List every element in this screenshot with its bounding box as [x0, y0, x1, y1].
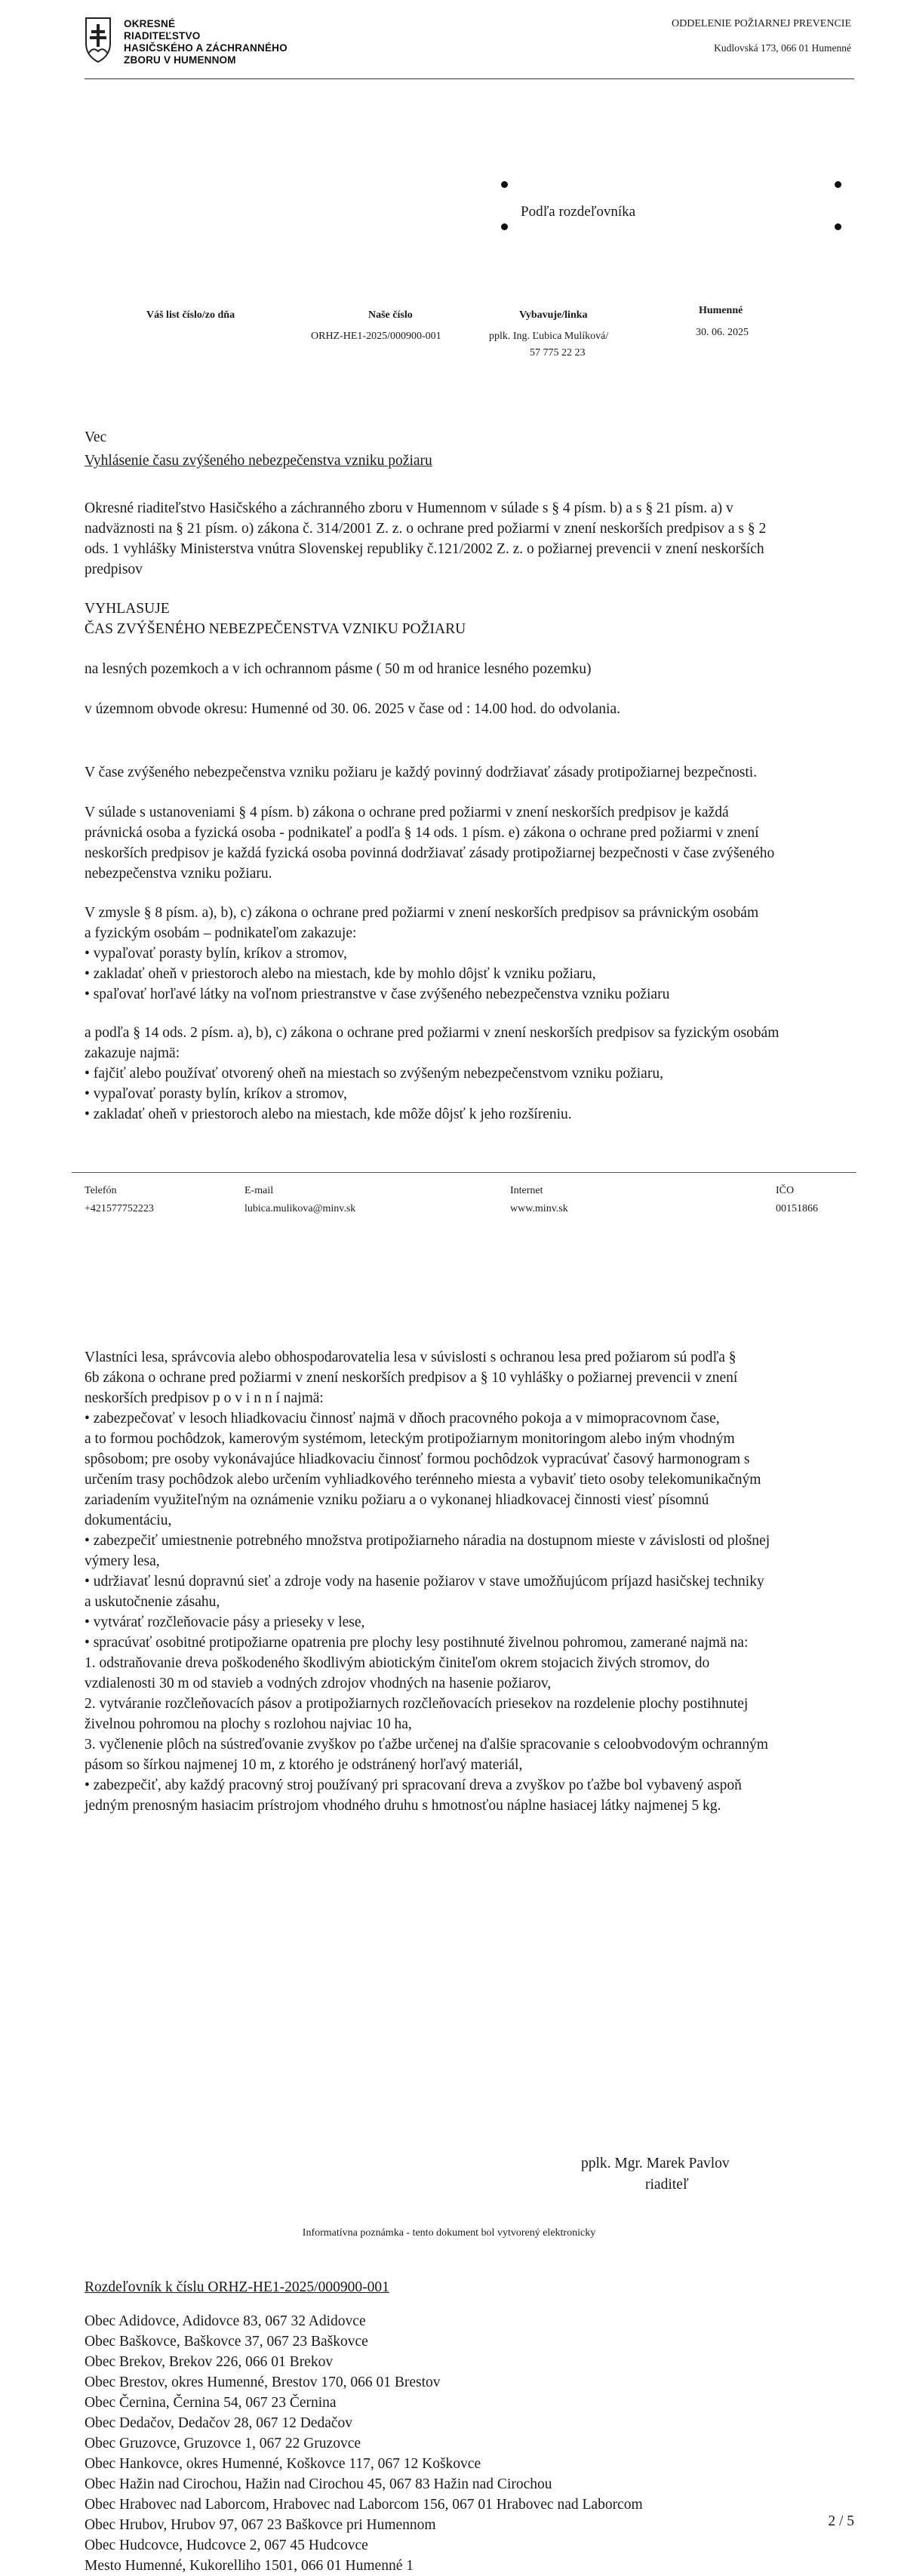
text-line: pásom so šírkou najmenej 10 m, z ktorého je odstránený horľavý materiál,: [85, 1757, 523, 1773]
text-line: predpisov: [85, 562, 143, 577]
declaration: VYHLASUJE: [85, 601, 170, 617]
duty-text: V čase zvýšeného nebezpečenstva vzniku požiaru je každý povinný dodržiavať zásady protipožiarnej bezpečnosti.: [85, 765, 758, 780]
text-line: a podľa § 14 ods. 2 písm. a), b), c) zákona o ochrane pred požiarmi v znení neskorších predpisov sa fyzickým osobám: [85, 1025, 780, 1041]
address-window-mark: [501, 181, 508, 188]
phone-number: +421577752223: [85, 1203, 154, 1214]
ico-number: 00151866: [776, 1203, 818, 1214]
intro-paragraph: [85, 498, 859, 580]
our-number: ORHZ-HE1-2025/000900-001: [311, 331, 441, 342]
text-line: neskorších predpisov p o v i n n í najmä:: [85, 1390, 324, 1406]
organization-name-line: RIADITEĽSTVO: [124, 30, 201, 42]
internet-label: Internet: [510, 1185, 543, 1196]
subject-label: Vec: [85, 429, 107, 445]
list-item: Obec Hrubov, Hrubov 97, 067 23 Baškovce pri Humennom: [85, 2517, 436, 2533]
organization-name: [124, 18, 288, 66]
distribution-list: [85, 2311, 859, 2576]
text-line: V súlade s ustanoveniami § 4 písm. b) zákona o ochrane pred požiarmi v znení neskorších predpisov je každá: [85, 805, 729, 820]
list-item: Obec Baškovce, Baškovce 37, 067 23 Baškovce: [85, 2334, 368, 2350]
signatory-name: pplk. Mgr. Marek Pavlov: [581, 2156, 730, 2171]
list-item: Obec Brestov, okres Humenné, Brestov 170, 066 01 Brestov: [85, 2374, 441, 2390]
phone-label: Telefón: [85, 1185, 117, 1196]
list-item: Obec Černina, Černina 54, 067 23 Černina: [85, 2395, 337, 2411]
list-item: Obec Adidovce, Adidovce 83, 067 32 Adidovce: [85, 2313, 366, 2329]
list-item: Obec Brekov, Brekov 226, 066 01 Brekov: [85, 2354, 334, 2370]
territory-text: v územnom obvode okresu: Humenné od 30. 06. 2025 v čase od : 14.00 hod. do odvolania.: [85, 701, 621, 717]
text-line: nebezpečenstva vzniku požiaru.: [85, 866, 272, 882]
list-item: • fajčiť alebo používať otvorený oheň na miestach so zvýšeným nebezpečenstvom vzniku požiaru,: [85, 1066, 663, 1082]
list-item: • vypaľovať porasty bylín, kríkov a stromov,: [85, 1086, 347, 1102]
list-item: Mesto Humenné, Kukorelliho 1501, 066 01 Humenné 1: [85, 2558, 414, 2574]
list-item: Obec Hažin nad Cirochou, Hažin nad Cirochou 45, 067 83 Hažin nad Cirochou: [85, 2476, 552, 2492]
text-line: zariadením využiteľným na oznámenie vzniku požiaru a o vykonanej hliadkovacej činnosti viesť písomnú: [85, 1492, 709, 1508]
department-address: Kudlovská 173, 066 01 Humenné: [714, 42, 851, 54]
signatory-role: riaditeľ: [645, 2177, 689, 2193]
text-line: spôsobom; pre osoby vykonávajúce hliadkovaciu činnosť formou pochôdzok vypracúvať časový harmonogram s: [85, 1451, 750, 1467]
text-line: a uskutočnenie zásahu,: [85, 1594, 220, 1610]
list-item: • udržiavať lesnú dopravnú sieť a zdroje vody na hasenie požiarov v stave umožňujúcom príjazd hasičskej techniky: [85, 1574, 764, 1590]
page-number: 2 / 5: [828, 2513, 854, 2529]
list-item: • zakladať oheň v priestoroch alebo na miestach, kde môže dôjsť k jeho rozšíreniu.: [85, 1106, 572, 1122]
list-item: • zabezpečiť umiestnenie potrebného množstva protipožiarneho náradia na dostupnom mieste v závislosti od plošnej: [85, 1533, 770, 1549]
distribution-title: Rozdeľovník k číslu ORHZ-HE1-2025/000900-001: [85, 2279, 389, 2295]
recipient: Podľa rozdeľovníka: [521, 204, 636, 220]
text-line: živelnou pohromou na plochy s rozlohou najviac 10 ha,: [85, 1716, 412, 1732]
email-label: E-mail: [244, 1185, 274, 1196]
text-line: vzdialenosti 30 m od stavieb a vodných zdrojov vhodných na hasenie požiarov,: [85, 1676, 552, 1691]
text-line: určením trasy pochôdzok alebo určením vyhliadkového terénneho miesta a vybaviť tieto osoby telekomunikačným: [85, 1472, 761, 1488]
text-line: jedným prenosným hasiacim prístrojom vhodného druhu s hmotnosťou náplne hasiacej látky najmenej 5 kg.: [85, 1798, 721, 1814]
ico-label: IČO: [776, 1185, 795, 1196]
list-item: • zabezpečovať v lesoch hliadkovaciu činnosť najmä v dňoch pracovného pokoja a v mimopracovnom čase,: [85, 1411, 720, 1426]
list-item: 3. vyčlenenie plôch na sústreďovanie zvyškov po ťažbe určenej na ďalšie spracovanie s celoobvodovým ochranným: [85, 1737, 768, 1753]
footer-divider: [72, 1172, 856, 1173]
text-line: nadväznosti na § 21 písm. o) zákona č. 314/2001 Z. z. o ochrane pred požiarmi v znení neskorších predpisov a s § 2: [85, 521, 767, 537]
text-line: V zmysle § 8 písm. a), b), c) zákona o ochrane pred požiarmi v znení neskorších predpisov sa právnickým osobám: [85, 905, 759, 921]
forest-owners-paragraph: [85, 1347, 859, 1816]
organization-name-line: HASIČSKÉHO A ZÁCHRANNÉHO: [124, 42, 288, 54]
list-item: Obec Gruzovce, Gruzovce 1, 067 22 Gruzovce: [85, 2436, 361, 2451]
text-line: neskorších predpisov je každá fyzická osoba povinná dodržiavať zásady protipožiarnej bezpečnosti v čase zvýšeného: [85, 845, 775, 861]
list-item: • vytvárať rozčleňovacie pásy a prieseky v lese,: [85, 1614, 365, 1630]
list-item: Obec Dedačov, Dedačov 28, 067 12 Dedačov: [85, 2415, 353, 2431]
header-divider: [85, 78, 854, 79]
our-number-label: Naše číslo: [368, 309, 413, 321]
website-link[interactable]: www.minv.sk: [510, 1203, 568, 1214]
your-letter-label: Váš list číslo/zo dňa: [146, 309, 235, 321]
list-item: Obec Hudcovce, Hudcovce 2, 067 45 Hudcovce: [85, 2538, 368, 2553]
text-line: Okresné riaditeľstvo Hasičského a záchranného zboru v Humennom v súlade s § 4 písm. b) a s § 21 písm. a) v: [85, 500, 733, 516]
list-item: • vypaľovať porasty bylín, kríkov a stromov,: [85, 946, 347, 962]
list-item: • spracúvať osobitné protipožiarne opatrenia pre plochy lesy postihnuté živelnou pohromou, zamerané najmä na:: [85, 1635, 749, 1651]
section-8-paragraph: [85, 903, 859, 1005]
letter-date: 30. 06. 2025: [696, 327, 749, 338]
address-window-mark: [835, 181, 841, 188]
handled-by: pplk. Ing. Ľubica Mulíková/: [489, 331, 609, 342]
electronic-document-note: Informatívna poznámka - tento dokument bol vytvorený elektronicky: [302, 2227, 596, 2239]
text-line: a to formou pochôdzok, kamerovým systémom, leteckým protipožiarnym monitoringom alebo iným vhodným: [85, 1431, 735, 1447]
organization-name-line: OKRESNÉ: [124, 18, 176, 29]
organization-logo: [85, 17, 311, 68]
text-line: Vlastníci lesa, správcovia alebo obhospodarovatelia lesa v súvislosti s ochranou lesa pred požiarom sú podľa §: [85, 1350, 737, 1365]
email-address[interactable]: lubica.mulikova@minv.sk: [244, 1203, 356, 1214]
text-line: výmery lesa,: [85, 1553, 160, 1569]
state-coat-of-arms-icon: [85, 17, 112, 63]
scope-text: na lesných pozemkoch a v ich ochrannom pásme ( 50 m od hranice lesného pozemku): [85, 661, 592, 677]
list-item: Obec Hrabovec nad Laborcom, Hrabovec nad Laborcom 156, 067 01 Hrabovec nad Laborcom: [85, 2497, 643, 2513]
list-item: 1. odstraňovanie dreva poškodeného škodlivým abiotickým činiteľom okrem stojacich živých stromov, do: [85, 1655, 710, 1671]
declaration-title: ČAS ZVÝŠENÉHO NEBEZPEČENSTVA VZNIKU POŽIARU: [85, 621, 466, 637]
section-14-paragraph: [85, 1023, 859, 1125]
section-4-paragraph: [85, 802, 859, 884]
list-item: • zabezpečiť, aby každý pracovný stroj používaný pri spracovaní dreva a zvyškov po ťažbe bol vybavený aspoň: [85, 1777, 742, 1793]
text-line: ods. 1 vyhlášky Ministerstva vnútra Slovenskej republiky č.121/2002 Z. z. o požiarnej prevencii v znení neskorších: [85, 541, 764, 557]
text-line: zakazuje najmä:: [85, 1045, 180, 1061]
list-item: Obec Hankovce, okres Humenné, Koškovce 117, 067 12 Koškovce: [85, 2456, 481, 2472]
list-item: 2. vytváranie rozčleňovacích pásov a protipožiarnych rozčleňovacích priesekov na rozdelenie plochy postihnutej: [85, 1696, 749, 1712]
subject-title: Vyhlásenie času zvýšeného nebezpečenstva vzniku požiaru: [85, 453, 432, 469]
handled-by-phone: 57 775 22 23: [530, 347, 586, 359]
list-item: • zakladať oheň v priestoroch alebo na miestach, kde by mohlo dôjsť k vzniku požiaru,: [85, 966, 596, 982]
organization-name-line: ZBORU V HUMENNOM: [124, 54, 236, 66]
address-window-mark: [835, 223, 841, 230]
text-line: a fyzickým osobám – podnikateľom zakazuje:: [85, 925, 357, 941]
department-name: ODDELENIE POŽIARNEJ PREVENCIE: [672, 18, 851, 29]
text-line: 6b zákona o ochrane pred požiarmi v znení neskorších predpisov a § 10 vyhlášky o požiarnej prevencii v znení: [85, 1370, 738, 1386]
place-label: Humenné: [699, 305, 743, 316]
text-line: dokumentáciu,: [85, 1513, 172, 1528]
text-line: právnická osoba a fyzická osoba - podnikateľ a podľa § 14 ods. 1 písm. e) zákona o ochrane pred požiarmi v znení: [85, 825, 759, 841]
list-item: • spaľovať horľavé látky na voľnom priestranstve v čase zvýšeného nebezpečenstva vzniku požiaru: [85, 986, 670, 1002]
handled-by-label: Vybavuje/linka: [519, 309, 588, 321]
address-window-mark: [501, 223, 508, 230]
